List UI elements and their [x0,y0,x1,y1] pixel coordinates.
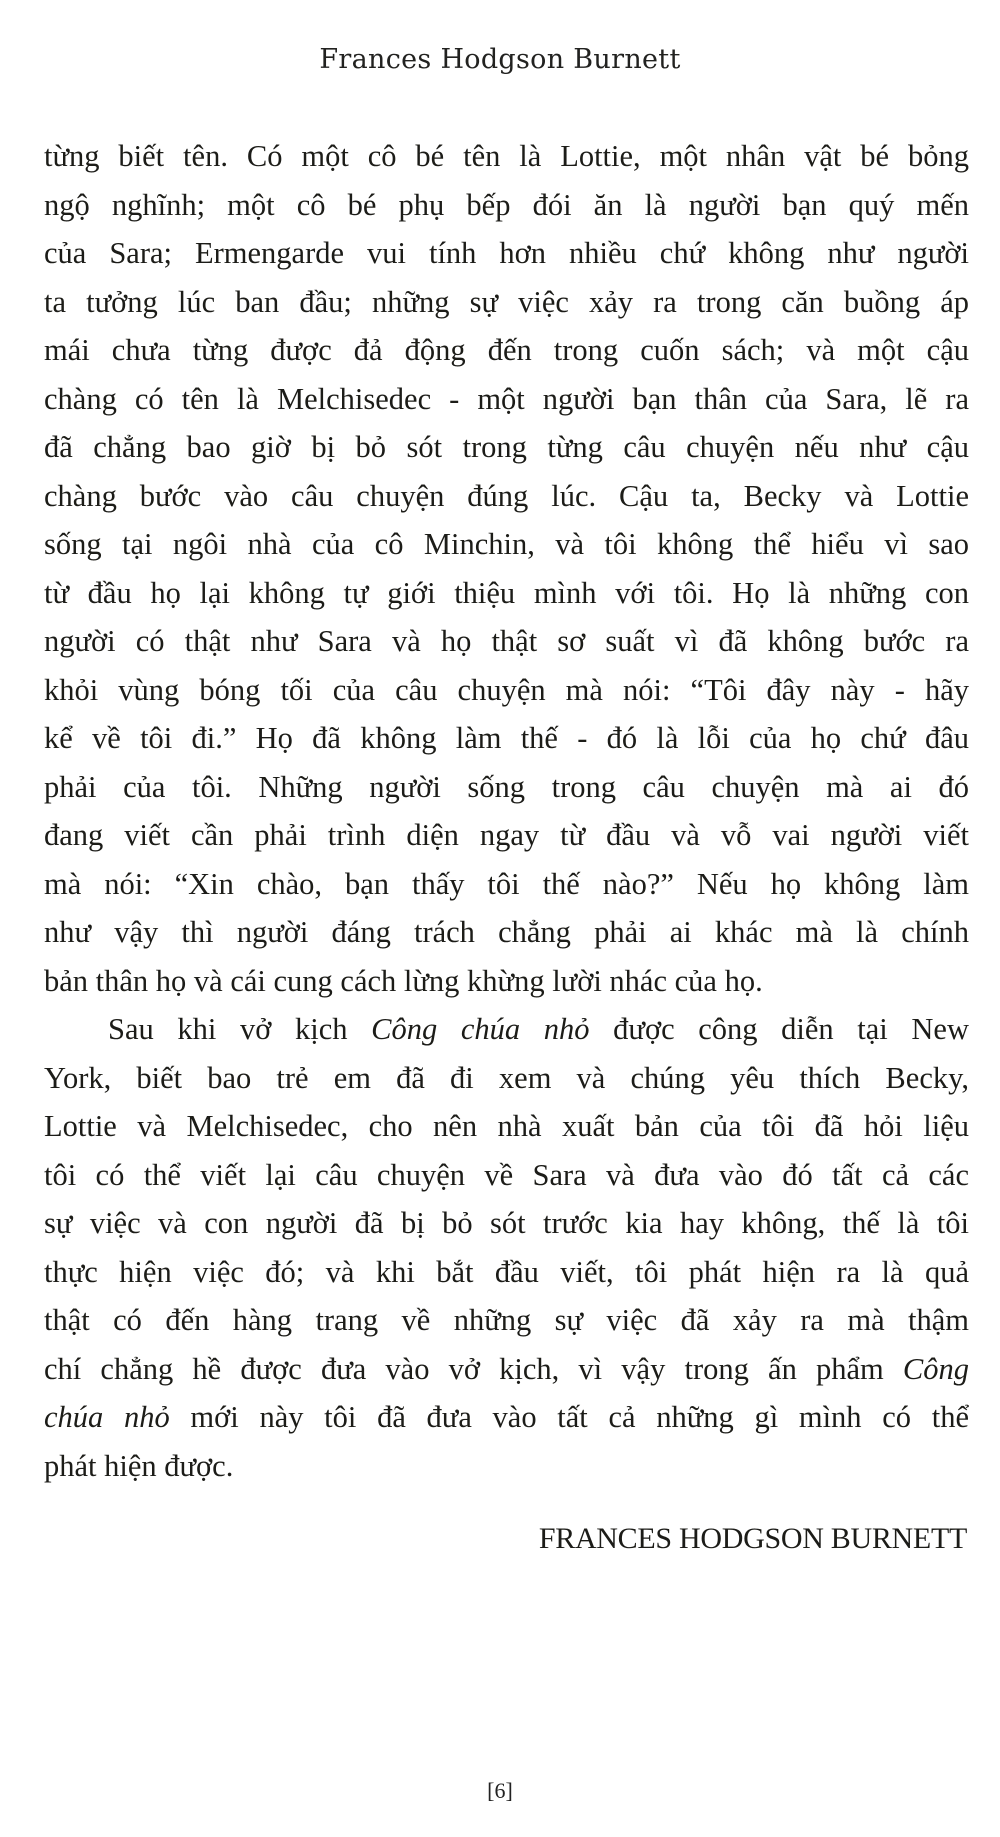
text-line [44,1345,969,1394]
text-run: từng biết tên. Có một cô bé tên là Lottie, một nhân vật bé bỏng [44,139,969,173]
text-run: chàng bước vào câu chuyện đúng lúc. Cậu ta, Becky và Lottie [44,478,969,513]
text-line [44,1442,969,1491]
text-line [44,1151,969,1200]
book-title-italic: chúa nhỏ [44,1400,170,1434]
text-line [44,1393,969,1442]
paragraph [44,132,969,1005]
body-text [44,132,969,1490]
text-line [44,181,969,230]
text-line [44,472,969,521]
text-run: mới này tôi đã đưa vào tất cả những gì mình có thể [169,1400,969,1434]
running-header: Frances Hodgson Burnett [319,44,681,75]
text-run: sự việc và con người đã bị bỏ sót trước kia hay không, thế là tôi [44,1206,969,1240]
text-run: phải của tôi. Những người sống trong câu chuyện mà ai đó [44,769,969,804]
text-run: được công diễn tại New [589,1012,969,1046]
page-number: [6] [487,1778,513,1803]
text-run: kể về tôi đi.” Họ đã không làm thế - đó là lỗi của họ chứ đâu [44,721,969,755]
text-line [44,957,969,1006]
text-line [44,666,969,715]
text-line [44,520,969,569]
text-run: từ đầu họ lại không tự giới thiệu mình với tôi. Họ là những con [44,575,969,610]
text-run: Sau khi vở kịch [108,1012,372,1046]
text-line [44,617,969,666]
text-line [44,1054,969,1103]
text-line [44,132,969,181]
text-run: bản thân họ và cái cung cách lừng khừng lười nhác của họ. [44,963,763,998]
book-title-italic: Công [902,1351,969,1386]
text-line [44,1248,969,1297]
text-line [44,229,969,278]
text-run: mà nói: “Xin chào, bạn thấy tôi thế nào?” Nếu họ không làm [44,866,969,901]
text-run: thật có đến hàng trang về những sự việc đã xảy ra mà thậm [44,1303,969,1337]
text-run: đã chẳng bao giờ bị bỏ sót trong từng câu chuyện nếu như cậu [44,430,969,464]
text-run: chàng có tên là Melchisedec - một người bạn thân của Sara, lẽ ra [44,381,969,416]
text-run: ta tưởng lúc ban đầu; những sự việc xảy ra trong căn buồng áp [44,284,969,319]
text-run: người có thật như Sara và họ thật sơ suất vì đã không bước ra [44,624,969,658]
book-title-italic: Công chúa nhỏ [371,1012,590,1046]
text-line [44,326,969,375]
text-line [44,763,969,812]
text-run: sống tại ngôi nhà của cô Minchin, và tôi không thể hiểu vì sao [44,527,969,561]
text-run: thực hiện việc đó; và khi bắt đầu viết, tôi phát hiện ra là quả [44,1254,969,1289]
text-run: của Sara; Ermengarde vui tính hơn nhiều chứ không như người [44,236,969,270]
text-run: đang viết cần phải trình diện ngay từ đầu và vỗ vai người viết [44,818,969,852]
text-line [44,860,969,909]
text-run: York, biết bao trẻ em đã đi xem và chúng yêu thích Becky, [44,1060,969,1095]
text-line [44,811,969,860]
text-run: mái chưa từng được đả động đến trong cuốn sách; và một cậu [44,333,969,367]
author-signature: FRANCES HODGSON BURNETT [538,1522,967,1555]
text-run: chí chẳng hề được đưa vào vở kịch, vì vậy trong ấn phẩm [44,1351,903,1386]
text-line [44,908,969,957]
text-line [44,1102,969,1151]
text-run: khỏi vùng bóng tối của câu chuyện mà nói: “Tôi đây này - hãy [44,672,969,707]
text-line [44,1199,969,1248]
text-line [44,1005,969,1054]
paragraph [44,1005,969,1490]
text-run: như vậy thì người đáng trách chẳng phải ai khác mà là chính [44,915,969,949]
text-run: Lottie và Melchisedec, cho nên nhà xuất bản của tôi đã hỏi liệu [44,1109,969,1143]
text-run: ngộ nghĩnh; một cô bé phụ bếp đói ăn là người bạn quý mến [44,187,969,222]
text-line [44,714,969,763]
text-run: phát hiện được. [44,1448,234,1483]
text-line [44,1296,969,1345]
text-line [44,423,969,472]
text-line [44,569,969,618]
text-line [44,375,969,424]
text-run: tôi có thể viết lại câu chuyện về Sara và đưa vào đó tất cả các [44,1157,969,1192]
text-line [44,278,969,327]
